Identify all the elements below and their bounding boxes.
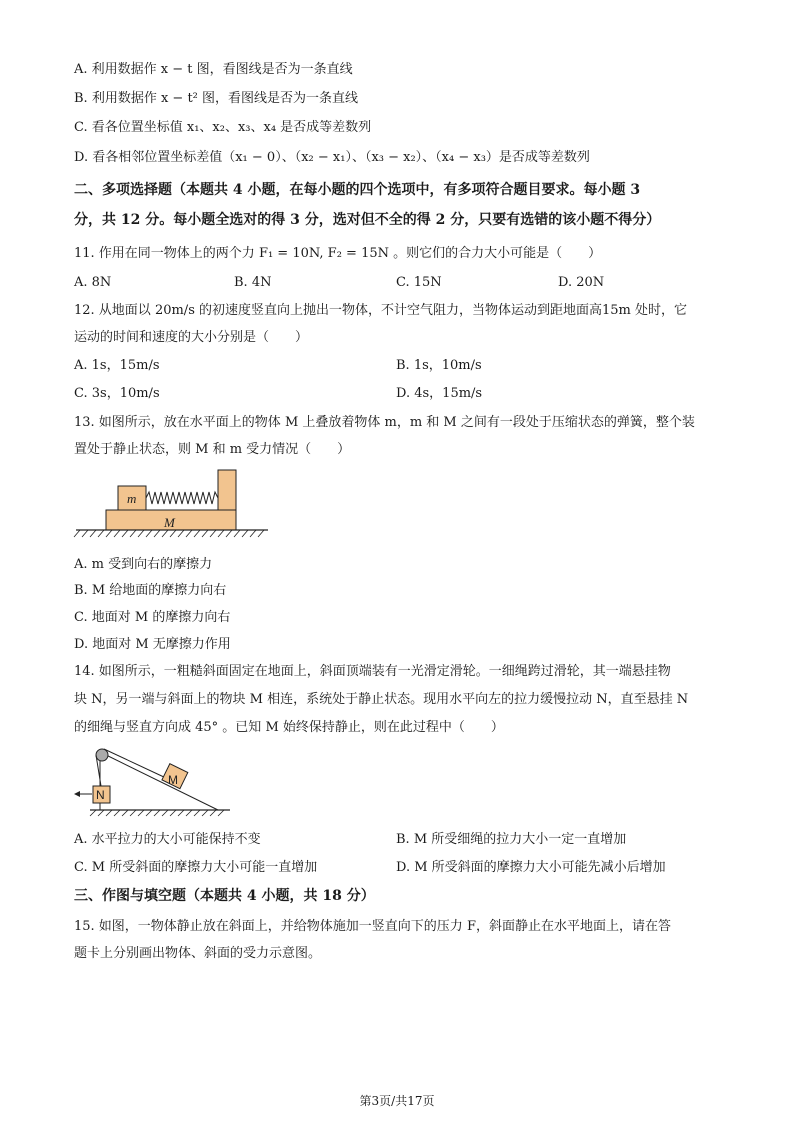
q12-stem-line2: 运动的时间和速度的大小分别是（ ） [74,330,309,345]
label-m: m [127,491,137,506]
q11-option-b: B. 4N [234,275,272,290]
q14-figure [70,742,235,817]
q11-stem: 11. 作用在同一物体上的两个力 F₁ = 10N, F₂ = 15N 。则它们的合力大小可能是（ ） [74,246,602,261]
q14-option-a: A. 水平拉力的大小可能保持不变 [74,832,261,847]
ground-hatching [74,530,264,537]
q13-figure [72,465,272,545]
pull-arrow-head [74,791,80,797]
page-footer: 第3页/共17页 [359,1094,435,1108]
block-M-wall [218,470,236,510]
label-M-incline: M [168,773,178,787]
q13-option-d: D. 地面对 M 无摩擦力作用 [74,637,231,652]
q10-option-a: A. 利用数据作 x − t 图，看图线是否为一条直线 [74,62,353,77]
q14-option-b: B. M 所受细绳的拉力大小一定一直增加 [396,832,627,847]
q12-option-a: A. 1s，15m/s [74,358,160,373]
section2-heading-line1: 二、多项选择题（本题共 4 小题，在每小题的四个选项中，有多项符合题目要求。每小题 3 [74,182,641,198]
q10-option-c: C. 看各位置坐标值 x₁、x₂、x₃、x₄ 是否成等差数列 [74,120,372,135]
q14-stem-line3: 的细绳与竖直方向成 45° 。已知 M 始终保持静止，则在此过程中（ ） [74,720,504,735]
q12-stem-line1: 12. 从地面以 20m/s 的初速度竖直向上抛出一物体，不计空气阻力，当物体运动到距地面高15m 处时，它 [74,303,687,318]
q12-option-b: B. 1s，10m/s [396,358,482,373]
q12-option-c: C. 3s，10m/s [74,386,160,401]
ground-hatching-14 [90,810,224,816]
q14-stem-line2: 块 N，另一端与斜面上的物块 M 相连，系统处于静止状态。现用水平向左的拉力缓慢拉动 N，直至悬挂 N [74,692,689,707]
label-M: M [164,515,175,530]
q10-option-b: B. 利用数据作 x − t² 图，看图线是否为一条直线 [74,91,359,106]
pulley [96,749,108,761]
label-N: N [96,788,105,802]
q10-option-d: D. 看各相邻位置坐标差值（x₁ − 0）、（x₂ − x₁）、（x₃ − x₂）、（x₄ − x₃）是否成等差数列 [74,150,590,165]
q15-stem-line2: 题卡上分别画出物体、斜面的受力示意图。 [74,946,322,961]
q13-option-a: A. m 受到向右的摩擦力 [74,557,213,572]
compressed-spring [146,492,218,504]
q14-option-c: C. M 所受斜面的摩擦力大小可能一直增加 [74,860,318,875]
q13-option-c: C. 地面对 M 的摩擦力向右 [74,610,231,625]
q14-option-d: D. M 所受斜面的摩擦力大小可能先减小后增加 [396,860,666,875]
q11-option-a: A. 8N [74,275,112,290]
section3-heading: 三、作图与填空题（本题共 4 小题，共 18 分） [74,888,375,904]
section2-heading-line2: 分，共 12 分。每小题全选对的得 3 分，选对但不全的得 2 分，只要有选错的该小题不得分） [74,212,661,228]
q13-stem-line1: 13. 如图所示，放在水平面上的物体 M 上叠放着物体 m，m 和 M 之间有一段处于压缩状态的弹簧，整个装 [74,415,695,430]
q13-stem-line2: 置处于静止状态，则 M 和 m 受力情况（ ） [74,442,351,457]
q11-option-d: D. 20N [558,275,605,290]
q13-option-b: B. M 给地面的摩擦力向右 [74,583,227,598]
incline [100,752,218,810]
q11-option-c: C. 15N [396,275,442,290]
q14-stem-line1: 14. 如图所示，一粗糙斜面固定在地面上，斜面顶端装有一光滑定滑轮。一细绳跨过滑轮，其一端悬挂物 [74,664,671,679]
q15-stem-line1: 15. 如图，一物体静止放在斜面上，并给物体施加一竖直向下的压力 F，斜面静止在水平地面上，请在答 [74,919,671,934]
q12-option-d: D. 4s，15m/s [396,386,483,401]
